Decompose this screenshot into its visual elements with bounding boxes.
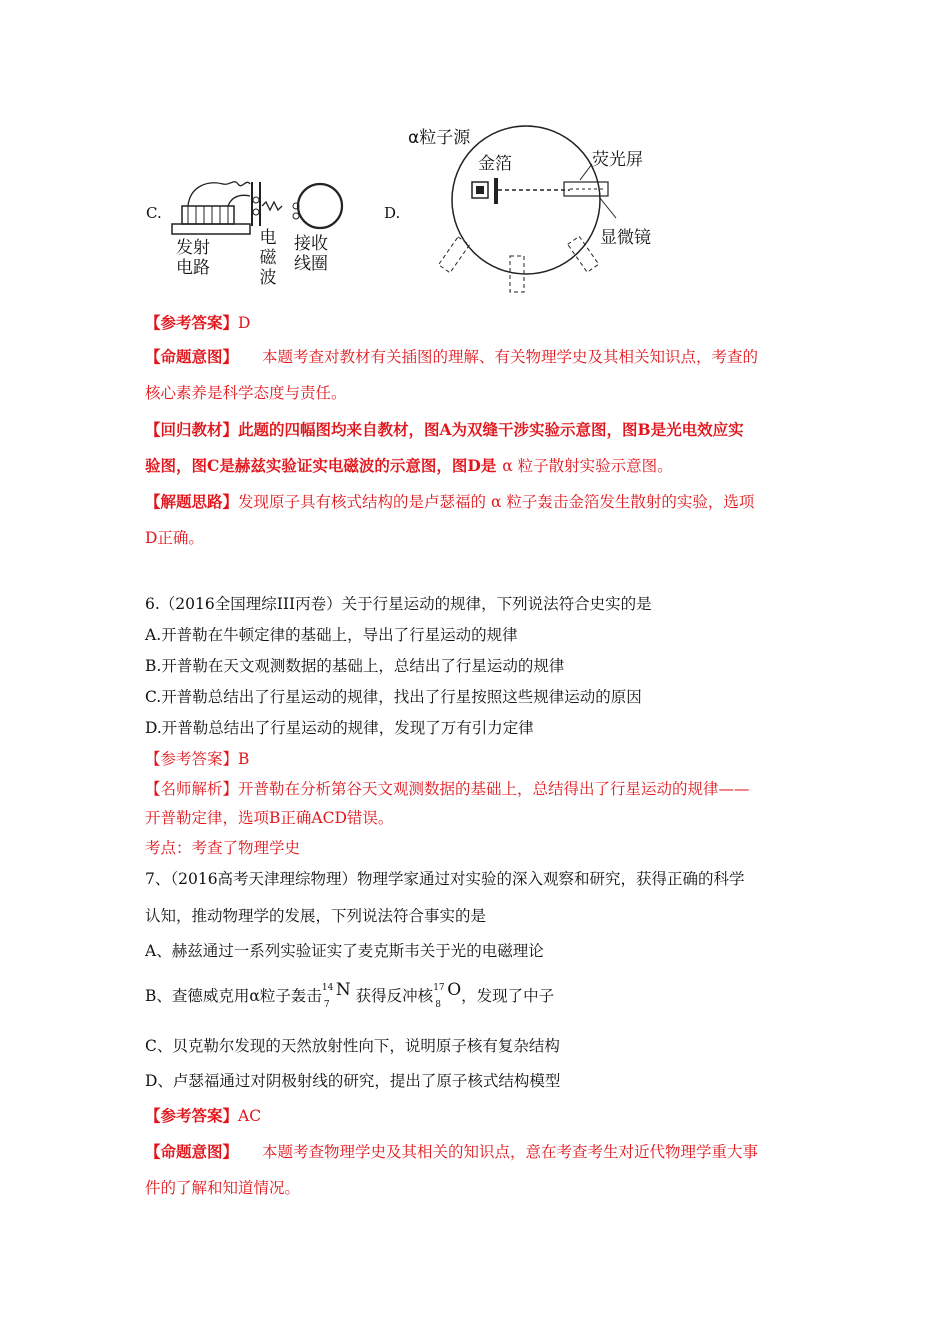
q7-intent-text1: 本题考查物理学史及其相关的知识点，意在考查考生对近代物理学重大事 xyxy=(262,1143,759,1161)
microscope-label: 显微镜 xyxy=(600,228,651,248)
q7-answer xyxy=(145,1106,261,1126)
q5-answer-tag: 【参考答案】 xyxy=(145,313,239,332)
q7-option-b xyxy=(145,980,555,1010)
q7-intent-line2: 件的了解和知道情况。 xyxy=(145,1179,301,1197)
fluorescent-screen-label: 荧光屏 xyxy=(592,150,643,170)
q7-option-b-pre: B、查德威克用α粒子轰击 xyxy=(145,987,322,1005)
figure-d-label: D. xyxy=(384,204,401,222)
alpha-source-label: α粒子源 xyxy=(408,128,471,148)
q6-option-d: D.开普勒总结出了行星运动的规律，发现了万有引力定律 xyxy=(145,719,534,737)
q6-option-a: A.开普勒在牛顿定律的基础上，导出了行星运动的规律 xyxy=(145,626,518,644)
oxygen-atomic-number: 8 xyxy=(435,1000,441,1010)
q7-stem-line2: 认知，推动物理学的发展，下列说法符合事实的是 xyxy=(145,907,487,925)
nitrogen-isotope-indices xyxy=(321,983,336,1010)
em-wave-label xyxy=(258,228,278,288)
nitrogen-mass-number: 14 xyxy=(321,983,334,993)
nitrogen-symbol: N xyxy=(335,980,351,1000)
receiver-label-text: 接收 线圈 xyxy=(294,234,328,274)
q7-option-c: C、贝克勒尔发现的天然放射性向下，说明原子核有复杂结构 xyxy=(145,1037,560,1055)
q5-answer xyxy=(145,313,250,333)
q5-intent-tag: 【命题意图】 xyxy=(145,347,239,366)
q5-intent-text1: 本题考查对教材有关插图的理解、有关物理学史及其相关知识点，考查的 xyxy=(262,348,759,366)
q6-analysis-line1: 【名师解析】开普勒在分析第谷天文观测数据的基础上，总结得出了行星运动的规律—— xyxy=(145,780,750,798)
q7-option-b-mid: 获得反冲核 xyxy=(355,987,434,1005)
q6-option-b: B.开普勒在天文观测数据的基础上，总结出了行星运动的规律 xyxy=(145,657,565,675)
q6-point: 考点：考查了物理学史 xyxy=(145,839,301,857)
q7-option-d: D、卢瑟福通过对阴极射线的研究，提出了原子核式结构模型 xyxy=(145,1072,561,1090)
q6-option-c: C.开普勒总结出了行星运动的规律，找出了行星按照这些规律运动的原因 xyxy=(145,688,642,706)
q5-intent-line1 xyxy=(145,347,758,367)
q5-idea-tag: 【解题思路】 xyxy=(145,492,239,511)
q7-intent-line1 xyxy=(145,1142,758,1162)
q5-review-line2 xyxy=(145,456,673,476)
transmitter-label-text: 发射 电路 xyxy=(176,238,210,278)
q5-answer-value: D xyxy=(238,314,251,332)
q7-stem-line1: 7、（2016高考天津理综物理）物理学家通过对实验的深入观察和研究，获得正确的科学 xyxy=(145,870,745,888)
q6-analysis-line2: 开普勒定律，选项B正确ACD错误。 xyxy=(145,809,394,827)
q5-review-line2b: α 粒子散射实验示意图。 xyxy=(502,457,673,475)
q7-option-b-post: ，发现了中子 xyxy=(461,987,555,1005)
em-wave-label-text: 电 磁 波 xyxy=(259,228,277,288)
q5-review-line2a: 验图，图C是赫兹实验证实电磁波的示意图，图D是 xyxy=(145,456,497,475)
q7-intent-tag: 【命题意图】 xyxy=(145,1142,239,1161)
figures-row xyxy=(140,118,840,303)
q7-answer-value: AC xyxy=(238,1107,262,1125)
q5-intent-line2: 核心素养是科学态度与责任。 xyxy=(145,384,347,402)
q6-stem: 6.（2016全国理综III丙卷）关于行星运动的规律，下列说法符合史实的是 xyxy=(145,595,652,613)
q5-review-line1: 【回归教材】此题的四幅图均来自教材，图A为双缝干涉实验示意图，图B是光电效应实 xyxy=(145,420,744,439)
figure-c-label: C. xyxy=(146,204,162,222)
nitrogen-atomic-number: 7 xyxy=(323,1000,330,1010)
q5-idea-line1 xyxy=(145,492,754,512)
oxygen-isotope-indices xyxy=(433,983,447,1010)
transmitter-circuit-label xyxy=(176,238,210,278)
q7-option-a: A、赫兹通过一系列实验证实了麦克斯韦关于光的电磁理论 xyxy=(145,942,544,960)
q6-answer: 【参考答案】B xyxy=(145,750,250,768)
receiver-coil-label xyxy=(294,234,328,274)
q7-answer-tag: 【参考答案】 xyxy=(145,1106,239,1125)
q5-idea-line2: D正确。 xyxy=(145,529,204,547)
oxygen-symbol: O xyxy=(447,980,462,1000)
gold-foil-label: 金箔 xyxy=(478,154,512,174)
q5-idea-text1: 发现原子具有核式结构的是卢瑟福的 α 粒子轰击金箔发生散射的实验，选项 xyxy=(238,493,755,511)
oxygen-mass-number: 17 xyxy=(433,983,445,993)
